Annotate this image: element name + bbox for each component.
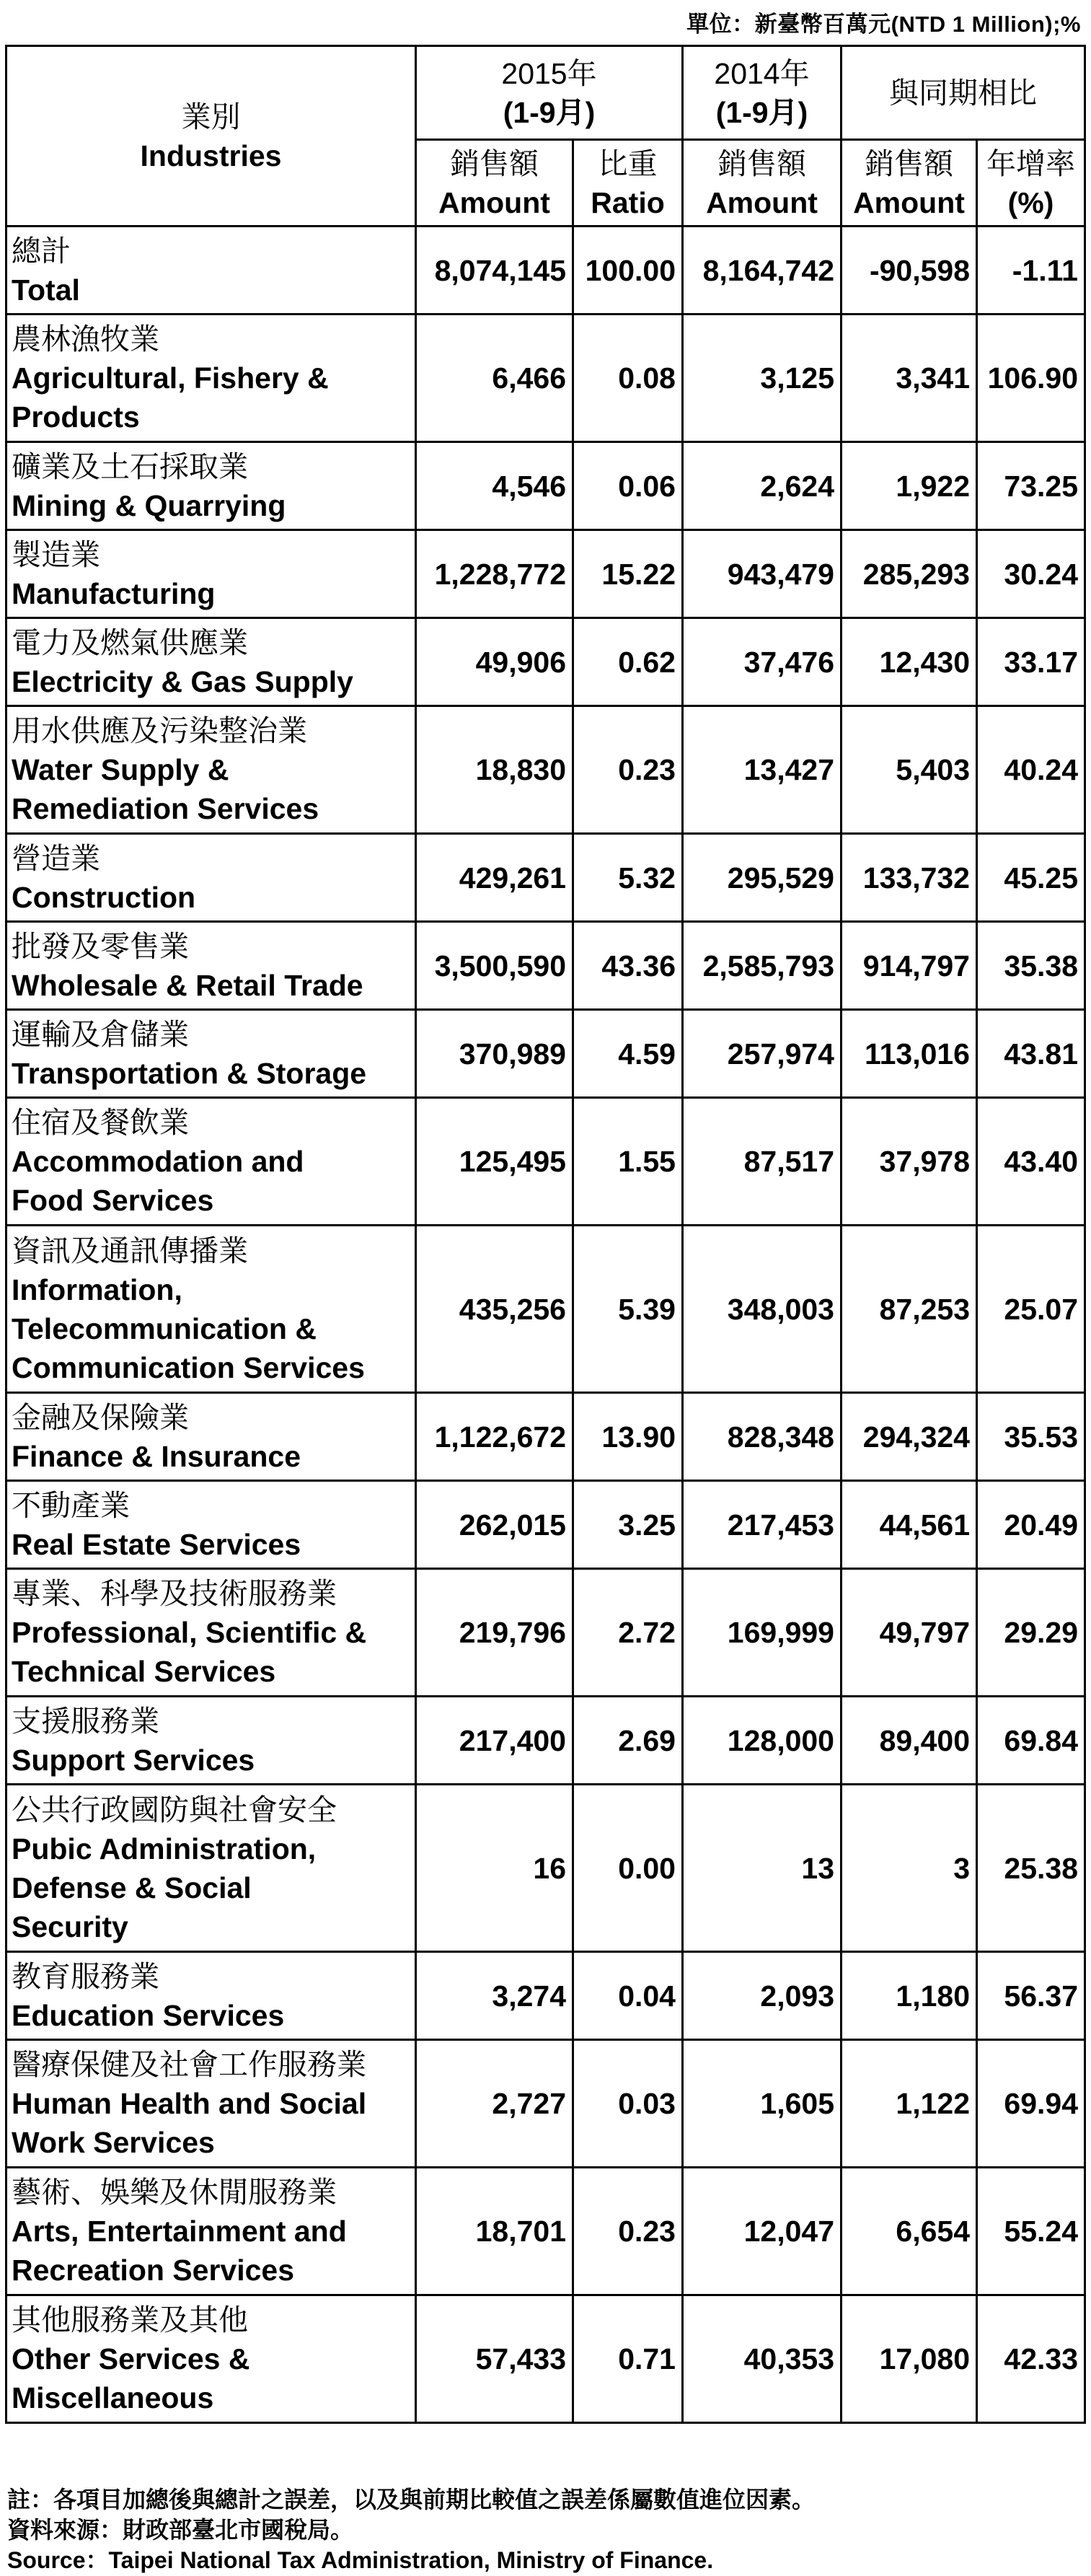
industry-name-en: Communication Services: [12, 1350, 365, 1384]
industry-cell: [6, 530, 416, 618]
header-2015-period: (1-9月): [503, 95, 596, 129]
header-growth: [977, 140, 1085, 227]
amount-diff-cell: 285,293: [842, 530, 977, 618]
table-row: [6, 1393, 1085, 1481]
industry-name-en: Mining & Quarrying: [12, 488, 286, 522]
amount-diff-cell: -90,598: [842, 227, 977, 315]
amount-2014-cell: 828,348: [683, 1393, 842, 1481]
amount-diff-cell: 44,561: [842, 1481, 977, 1569]
amount-2015-cell: 3,274: [416, 1952, 573, 2040]
ratio-cell: 4.59: [573, 1010, 683, 1098]
industry-name-en: Agricultural, Fishery &: [12, 361, 329, 395]
industry-cell: [6, 1393, 416, 1481]
ratio-cell: 15.22: [573, 530, 683, 618]
growth-rate-cell: -1.11: [977, 227, 1085, 315]
industry-name-en: Food Services: [12, 1184, 214, 1217]
amount-2015-cell: 217,400: [416, 1697, 573, 1785]
industry-name-en: Miscellaneous: [12, 2381, 214, 2414]
industry-name-en: Other Services &: [12, 2342, 250, 2375]
table-row: [6, 1098, 1085, 1226]
ratio-cell: 5.32: [573, 834, 683, 922]
header-growth-en: (%): [1007, 185, 1054, 219]
amount-diff-cell: 87,253: [842, 1226, 977, 1393]
header-sales-2014-zh: 銷售額: [717, 146, 806, 180]
industry-name-en: Education Services: [12, 1998, 285, 2032]
industry-name-en: Finance & Insurance: [12, 1439, 301, 1473]
amount-2014-cell: 217,453: [683, 1481, 842, 1569]
table-row: [6, 2168, 1085, 2295]
ratio-cell: 13.90: [573, 1393, 683, 1481]
amount-diff-cell: 294,324: [842, 1393, 977, 1481]
amount-2015-cell: 219,796: [416, 1569, 573, 1697]
table-row: [6, 442, 1085, 530]
ratio-cell: 0.23: [573, 2168, 683, 2295]
header-ratio-zh: 比重: [598, 146, 658, 180]
table-row: [6, 706, 1085, 834]
amount-2015-cell: 435,256: [416, 1226, 573, 1393]
growth-rate-cell: 69.94: [977, 2040, 1085, 2168]
amount-2015-cell: 57,433: [416, 2295, 573, 2423]
ratio-cell: 43.36: [573, 922, 683, 1010]
table-row: [6, 834, 1085, 922]
header-sales-2014-en: Amount: [706, 185, 818, 219]
growth-rate-cell: 42.33: [977, 2295, 1085, 2423]
amount-diff-cell: 3,341: [842, 315, 977, 442]
header-industries: [6, 46, 416, 227]
amount-2015-cell: 18,830: [416, 706, 573, 834]
amount-diff-cell: 1,122: [842, 2040, 977, 2168]
industry-name-zh: 營造業: [12, 841, 100, 875]
table-body: [6, 227, 1085, 2423]
ratio-cell: 3.25: [573, 1481, 683, 1569]
amount-2014-cell: 128,000: [683, 1697, 842, 1785]
industry-name-en: Professional, Scientific &: [12, 1616, 367, 1649]
industry-cell: [6, 1010, 416, 1098]
amount-2015-cell: 429,261: [416, 834, 573, 922]
industry-name-en: Telecommunication &: [12, 1311, 317, 1345]
growth-rate-cell: 56.37: [977, 1952, 1085, 2040]
amount-2014-cell: 257,974: [683, 1010, 842, 1098]
industry-cell: [6, 922, 416, 1010]
industry-cell: [6, 227, 416, 315]
growth-rate-cell: 43.40: [977, 1098, 1085, 1226]
industry-cell: [6, 706, 416, 834]
industry-name-zh: 金融及保險業: [12, 1400, 189, 1434]
amount-2015-cell: 370,989: [416, 1010, 573, 1098]
ratio-cell: 0.00: [573, 1785, 683, 1952]
amount-2015-cell: 1,228,772: [416, 530, 573, 618]
header-sales-2015-zh: 銷售額: [450, 146, 539, 180]
industry-cell: [6, 442, 416, 530]
industry-cell: [6, 1098, 416, 1226]
amount-2014-cell: 8,164,742: [683, 227, 842, 315]
growth-rate-cell: 55.24: [977, 2168, 1085, 2295]
industry-name-en: Pubic Administration,: [12, 1832, 317, 1865]
ratio-cell: 0.03: [573, 2040, 683, 2168]
industry-name-zh: 其他服務業及其他: [12, 2303, 248, 2337]
industry-name-en: Construction: [12, 880, 196, 914]
industry-cell: [6, 834, 416, 922]
industry-name-zh: 製造業: [12, 537, 100, 571]
table-row: [6, 618, 1085, 706]
table-row: [6, 1569, 1085, 1697]
footnote-source-en: Source：Taipei National Tax Administration, Ministry of Finance.: [7, 2547, 714, 2573]
amount-diff-cell: 17,080: [842, 2295, 977, 2423]
header-ratio-en: Ratio: [591, 185, 665, 219]
table-row: [6, 227, 1085, 315]
amount-2014-cell: 1,605: [683, 2040, 842, 2168]
table-row: [6, 1952, 1085, 2040]
growth-rate-cell: 29.29: [977, 1569, 1085, 1697]
growth-rate-cell: 35.53: [977, 1393, 1085, 1481]
growth-rate-cell: 25.07: [977, 1226, 1085, 1393]
amount-2015-cell: 8,074,145: [416, 227, 573, 315]
amount-2014-cell: 3,125: [683, 315, 842, 442]
industry-name-en: Products: [12, 400, 140, 434]
amount-diff-cell: 5,403: [842, 706, 977, 834]
amount-2014-cell: 348,003: [683, 1226, 842, 1393]
amount-diff-cell: 1,922: [842, 442, 977, 530]
ratio-cell: 1.55: [573, 1098, 683, 1226]
header-sales-2015-en: Amount: [438, 185, 550, 219]
industry-name-zh: 礦業及土石採取業: [12, 449, 248, 483]
header-2014: [683, 46, 842, 140]
growth-rate-cell: 25.38: [977, 1785, 1085, 1952]
ratio-cell: 5.39: [573, 1226, 683, 1393]
growth-rate-cell: 20.49: [977, 1481, 1085, 1569]
header-2014-year: 2014年: [714, 56, 810, 90]
ratio-cell: 0.71: [573, 2295, 683, 2423]
table-row: [6, 1697, 1085, 1785]
amount-2014-cell: 13,427: [683, 706, 842, 834]
ratio-cell: 2.69: [573, 1697, 683, 1785]
amount-2015-cell: 1,122,672: [416, 1393, 573, 1481]
amount-2015-cell: 2,727: [416, 2040, 573, 2168]
industry-name-zh: 不動產業: [12, 1488, 130, 1522]
industry-cell: [6, 1481, 416, 1569]
industry-name-en: Work Services: [12, 2126, 215, 2159]
industry-name-zh: 住宿及餐飲業: [12, 1106, 189, 1139]
header-sales-2014: [683, 140, 842, 227]
amount-diff-cell: 12,430: [842, 618, 977, 706]
growth-rate-cell: 73.25: [977, 442, 1085, 530]
table-header: [6, 46, 1085, 227]
industry-name-zh: 電力及燃氣供應業: [12, 625, 248, 659]
industry-name-en: Arts, Entertainment and: [12, 2215, 347, 2248]
ratio-cell: 2.72: [573, 1569, 683, 1697]
industry-name-en: Defense & Social: [12, 1871, 252, 1904]
amount-2014-cell: 2,585,793: [683, 922, 842, 1010]
amount-diff-cell: 49,797: [842, 1569, 977, 1697]
table-row: [6, 1226, 1085, 1393]
ratio-cell: 0.06: [573, 442, 683, 530]
industry-name-en: Security: [12, 1909, 128, 1943]
industry-name-zh: 資訊及通訊傳播業: [12, 1234, 248, 1267]
table-row: [6, 1785, 1085, 1952]
growth-rate-cell: 35.38: [977, 922, 1085, 1010]
ratio-cell: 0.08: [573, 315, 683, 442]
header-sales-diff-en: Amount: [853, 185, 965, 219]
amount-diff-cell: 37,978: [842, 1098, 977, 1226]
growth-rate-cell: 69.84: [977, 1697, 1085, 1785]
header-compare-label: 與同期相比: [889, 76, 1037, 110]
industry-name-en: Total: [12, 273, 80, 307]
table-row: [6, 1481, 1085, 1569]
industry-name-en: Human Health and Social: [12, 2087, 367, 2120]
growth-rate-cell: 43.81: [977, 1010, 1085, 1098]
ratio-cell: 0.23: [573, 706, 683, 834]
header-compare: [842, 46, 1085, 140]
footnote-rounding: 註：各項目加總後與總計之誤差，以及與前期比較值之誤差係屬數值進位因素。: [7, 2487, 816, 2513]
unit-note: 單位：新臺幣百萬元(NTD 1 Million);%: [686, 12, 1081, 37]
table-row: [6, 315, 1085, 442]
amount-2014-cell: 2,624: [683, 442, 842, 530]
table-row: [6, 922, 1085, 1010]
amount-diff-cell: 113,016: [842, 1010, 977, 1098]
industry-cell: [6, 1569, 416, 1697]
industry-cell: [6, 1697, 416, 1785]
header-sales-diff: [842, 140, 977, 227]
growth-rate-cell: 45.25: [977, 834, 1085, 922]
industry-name-zh: 用水供應及污染整治業: [12, 714, 307, 747]
amount-2015-cell: 262,015: [416, 1481, 573, 1569]
footnote-source-zh: 資料來源：財政部臺北市國稅局。: [7, 2517, 354, 2543]
industry-cell: [6, 2295, 416, 2423]
ratio-cell: 0.62: [573, 618, 683, 706]
industry-name-en: Transportation & Storage: [12, 1056, 367, 1090]
amount-2015-cell: 125,495: [416, 1098, 573, 1226]
header-growth-zh: 年增率: [986, 146, 1075, 180]
industry-name-zh: 農林漁牧業: [12, 322, 159, 356]
header-industries-en: Industries: [140, 139, 282, 172]
industry-name-zh: 教育服務業: [12, 1959, 159, 1993]
growth-rate-cell: 40.24: [977, 706, 1085, 834]
industry-cell: [6, 315, 416, 442]
header-industries-zh: 業別: [181, 100, 241, 133]
amount-diff-cell: 133,732: [842, 834, 977, 922]
industry-cell: [6, 1952, 416, 2040]
table-row: [6, 2295, 1085, 2423]
industry-name-en: Remediation Services: [12, 792, 319, 825]
industry-name-en: Recreation Services: [12, 2254, 295, 2287]
industry-name-en: Technical Services: [12, 1655, 276, 1688]
industry-name-zh: 專業、科學及技術服務業: [12, 1577, 337, 1610]
amount-2015-cell: 3,500,590: [416, 922, 573, 1010]
ratio-cell: 100.00: [573, 227, 683, 315]
industry-name-en: Real Estate Services: [12, 1527, 301, 1561]
amount-diff-cell: 89,400: [842, 1697, 977, 1785]
amount-2014-cell: 12,047: [683, 2168, 842, 2295]
industry-name-en: Wholesale & Retail Trade: [12, 968, 363, 1002]
ratio-cell: 0.04: [573, 1952, 683, 2040]
table-row: [6, 530, 1085, 618]
amount-2015-cell: 6,466: [416, 315, 573, 442]
industry-name-en: Water Supply &: [12, 753, 229, 786]
amount-diff-cell: 914,797: [842, 922, 977, 1010]
industry-name-zh: 支援服務業: [12, 1704, 159, 1738]
growth-rate-cell: 106.90: [977, 315, 1085, 442]
industry-name-zh: 公共行政國防與社會安全: [12, 1793, 337, 1827]
amount-2015-cell: 4,546: [416, 442, 573, 530]
amount-2014-cell: 13: [683, 1785, 842, 1952]
table-row: [6, 1010, 1085, 1098]
amount-2014-cell: 40,353: [683, 2295, 842, 2423]
header-sales-2015: [416, 140, 573, 227]
industry-name-en: Accommodation and: [12, 1145, 304, 1178]
growth-rate-cell: 33.17: [977, 618, 1085, 706]
amount-diff-cell: 1,180: [842, 1952, 977, 2040]
industry-cell: [6, 1785, 416, 1952]
industry-cell: [6, 2168, 416, 2295]
industry-name-zh: 運輸及倉儲業: [12, 1017, 189, 1051]
industry-cell: [6, 1226, 416, 1393]
amount-2014-cell: 295,529: [683, 834, 842, 922]
amount-diff-cell: 6,654: [842, 2168, 977, 2295]
industry-cell: [6, 2040, 416, 2168]
industry-name-en: Information,: [12, 1272, 182, 1306]
industry-name-zh: 醫療保健及社會工作服務業: [12, 2048, 366, 2081]
industry-name-zh: 批發及零售業: [12, 929, 189, 963]
industry-name-en: Manufacturing: [12, 576, 216, 610]
amount-2014-cell: 37,476: [683, 618, 842, 706]
amount-2015-cell: 49,906: [416, 618, 573, 706]
amount-2014-cell: 87,517: [683, 1098, 842, 1226]
industry-name-zh: 總計: [12, 234, 71, 268]
header-sales-diff-zh: 銷售額: [865, 146, 953, 180]
amount-2014-cell: 943,479: [683, 530, 842, 618]
header-2015-year: 2015年: [501, 56, 597, 90]
industry-name-en: Electricity & Gas Supply: [12, 664, 353, 698]
amount-2015-cell: 16: [416, 1785, 573, 1952]
industry-name-zh: 藝術、娛樂及休閒服務業: [12, 2176, 337, 2209]
amount-2014-cell: 169,999: [683, 1569, 842, 1697]
industry-cell: [6, 618, 416, 706]
amount-diff-cell: 3: [842, 1785, 977, 1952]
header-2014-period: (1-9月): [715, 95, 808, 129]
footnotes: [7, 2484, 815, 2575]
growth-rate-cell: 30.24: [977, 530, 1085, 618]
table-row: [6, 2040, 1085, 2168]
amount-2014-cell: 2,093: [683, 1952, 842, 2040]
industry-name-en: Support Services: [12, 1743, 255, 1777]
amount-2015-cell: 18,701: [416, 2168, 573, 2295]
header-ratio: [573, 140, 683, 227]
sales-table: [5, 45, 1086, 2424]
header-2015: [416, 46, 683, 140]
